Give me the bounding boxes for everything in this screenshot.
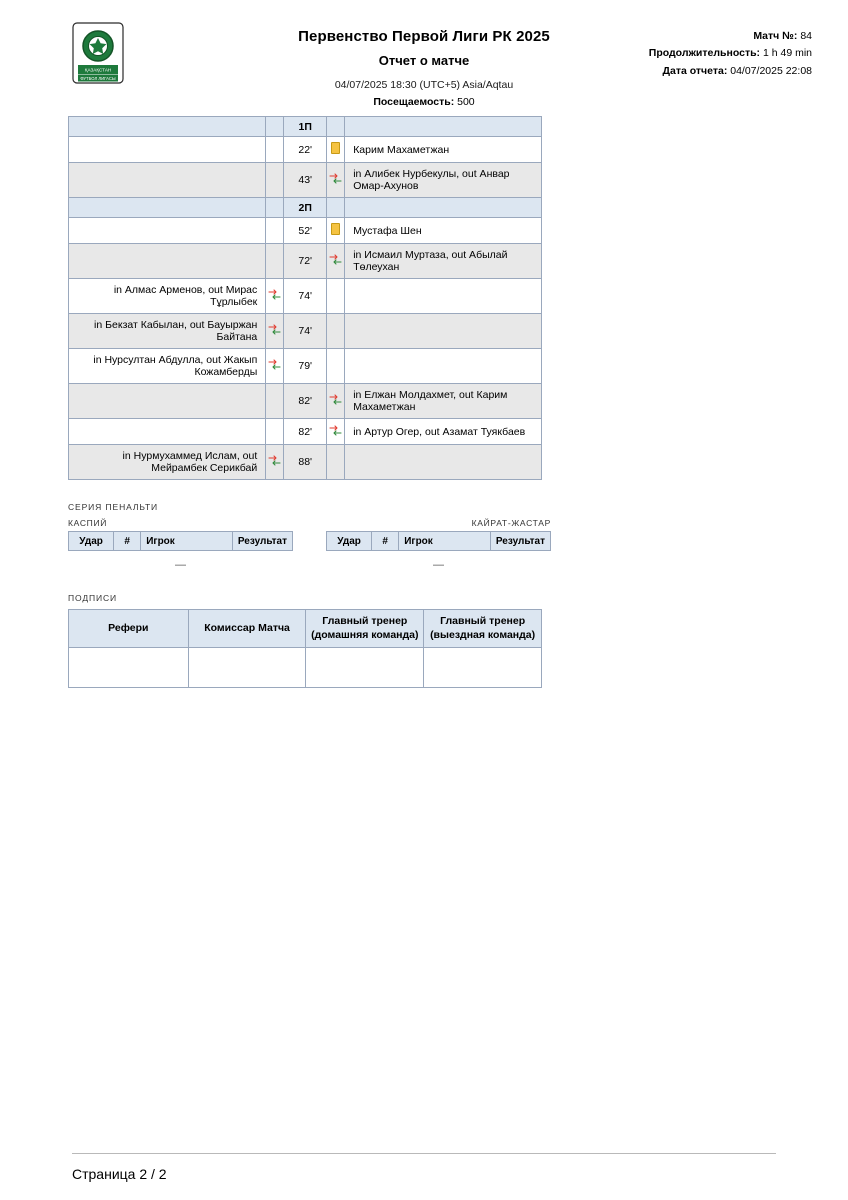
substitution-icon — [268, 454, 281, 467]
penalty-away-team-name: КАЙРАТ-ЖАСТАР — [471, 518, 551, 528]
away-coach-line1: Главный тренер — [440, 615, 526, 627]
signature-cell-home-coach[interactable] — [306, 648, 424, 688]
event-minute: 72' — [284, 244, 327, 279]
penalty-away-table — [326, 531, 551, 551]
penalty-section — [0, 502, 848, 571]
away-event-cell: Карим Махаметжан — [345, 137, 542, 163]
away-event-cell: in Артур Огер, out Азамат Туякбаев — [345, 419, 542, 445]
table-row — [69, 349, 542, 384]
report-date-label: Дата отчета: — [662, 64, 728, 77]
events-section — [0, 116, 848, 480]
home-event-cell: in Нурмухаммед Ислам, out Мейрамбек Серикбай — [69, 445, 266, 480]
kazakhstan-league-logo — [72, 22, 124, 84]
away-event-cell — [345, 314, 542, 349]
substitution-icon — [329, 253, 342, 266]
footer-divider — [72, 1153, 776, 1154]
home-event-cell: in Бекзат Кабылан, out Бауыржан Байтана — [69, 314, 266, 349]
penalty-col-result: Результат — [490, 532, 550, 551]
away-event-cell: Мустафа Шен — [345, 218, 542, 244]
event-minute: 74' — [284, 279, 327, 314]
table-header-row — [69, 610, 542, 648]
home-event-cell — [69, 137, 266, 163]
yellow-card-icon — [331, 142, 340, 154]
home-coach-line1: Главный тренер — [322, 615, 408, 627]
substitution-icon — [329, 172, 342, 185]
event-minute: 74' — [284, 314, 327, 349]
away-event-cell — [345, 349, 542, 384]
table-header-row — [69, 532, 293, 551]
signature-col-home-coach — [306, 610, 424, 648]
match-number-label: Матч №: — [753, 30, 798, 42]
penalty-col-result: Результат — [232, 532, 292, 551]
event-minute: 79' — [284, 349, 327, 384]
substitution-icon — [329, 424, 342, 437]
table-row — [69, 137, 542, 163]
table-row — [69, 384, 542, 419]
penalty-section-title: СЕРИЯ ПЕНАЛЬТИ — [68, 502, 159, 512]
page-title: Первенство Первой Лиги РК 2025 — [298, 28, 550, 45]
home-coach-line2: (домашняя команда) — [311, 628, 419, 641]
substitution-icon — [268, 358, 281, 371]
penalty-col-player: Игрок — [141, 532, 233, 551]
penalty-col-shot: Удар — [327, 532, 372, 551]
duration-line — [649, 45, 812, 62]
home-event-cell: in Нурсултан Абдулла, out Жакып Кожамберды — [69, 349, 266, 384]
signature-col-referee: Рефери — [69, 610, 189, 648]
home-event-cell — [69, 244, 266, 279]
penalty-home-block — [68, 518, 293, 571]
penalty-home-team-name: КАСПИЙ — [68, 518, 108, 528]
away-event-cell — [345, 279, 542, 314]
event-minute: 52' — [284, 218, 327, 244]
event-minute: 88' — [284, 445, 327, 480]
attendance-value: 500 — [457, 96, 475, 108]
away-event-cell: in Алибек Нурбекулы, out Анвар Омар-Ахунов — [345, 163, 542, 198]
period-label: 2П — [284, 198, 327, 218]
table-row — [69, 218, 542, 244]
table-row — [69, 244, 542, 279]
home-event-cell — [69, 163, 266, 198]
home-event-cell — [69, 419, 266, 445]
duration-label: Продолжительность: — [648, 47, 761, 60]
signature-cell-referee[interactable] — [69, 648, 189, 688]
penalty-away-empty: — — [433, 559, 444, 571]
signature-cell-commissioner[interactable] — [188, 648, 306, 688]
table-header-row — [327, 532, 551, 551]
away-coach-line2: (выездная команда) — [430, 628, 536, 641]
match-number-line — [649, 28, 812, 45]
signatures-section-title: ПОДПИСИ — [68, 593, 118, 603]
signatures-table — [68, 609, 542, 688]
table-row — [69, 163, 542, 198]
period-row-second — [69, 198, 542, 218]
substitution-icon — [268, 323, 281, 336]
table-row — [69, 314, 542, 349]
event-minute: 43' — [284, 163, 327, 198]
table-row — [69, 419, 542, 445]
substitution-icon — [268, 288, 281, 301]
attendance-label: Посещаемость: — [373, 96, 455, 108]
event-minute: 22' — [284, 137, 327, 163]
match-events-table — [68, 116, 542, 480]
event-minute: 82' — [284, 384, 327, 419]
home-event-cell — [69, 218, 266, 244]
report-header — [0, 0, 848, 108]
attendance-line — [36, 96, 812, 108]
signature-col-commissioner: Комиссар Матча — [188, 610, 306, 648]
page-footer — [0, 1153, 848, 1182]
penalty-col-player: Игрок — [399, 532, 491, 551]
duration-value: 1 h 49 min — [762, 47, 812, 60]
penalty-col-number: # — [114, 532, 141, 551]
match-datetime: 04/07/2025 18:30 (UTC+5) Asia/Aqtau — [334, 79, 514, 91]
penalty-col-number: # — [372, 532, 399, 551]
penalty-tables-row — [68, 518, 812, 571]
penalty-home-empty: — — [175, 559, 186, 571]
period-label: 1П — [284, 117, 327, 137]
signature-entry-row — [69, 648, 542, 688]
header-meta-block — [649, 28, 812, 80]
signature-col-away-coach — [424, 610, 542, 648]
match-number-value: 84 — [800, 30, 812, 42]
report-date-line — [649, 63, 812, 80]
penalty-away-block — [326, 518, 551, 571]
signature-cell-away-coach[interactable] — [424, 648, 542, 688]
report-date-value: 04/07/2025 22:08 — [730, 64, 812, 77]
away-event-cell: in Елжан Молдахмет, out Карим Махаметжан — [345, 384, 542, 419]
svg-text:ҚАЗАҚСТАН: ҚАЗАҚСТАН — [84, 67, 112, 73]
svg-text:ФУТБОЛ ЛИГАСЫ: ФУТБОЛ ЛИГАСЫ — [80, 75, 116, 81]
table-row — [69, 445, 542, 480]
home-event-cell: in Алмас Арменов, out Мирас Тұрлыбек — [69, 279, 266, 314]
substitution-icon — [329, 393, 342, 406]
page-number: Страница 2 / 2 — [72, 1166, 167, 1182]
table-row — [69, 279, 542, 314]
penalty-home-table — [68, 531, 293, 551]
home-event-cell — [69, 384, 266, 419]
signatures-section — [0, 593, 848, 688]
yellow-card-icon — [331, 223, 340, 235]
event-minute: 82' — [284, 419, 327, 445]
away-event-cell: in Исмаил Муртаза, out Абылай Төлеухан — [345, 244, 542, 279]
period-row-first — [69, 117, 542, 137]
away-event-cell — [345, 445, 542, 480]
penalty-col-shot: Удар — [69, 532, 114, 551]
document-subtitle: Отчет о матче — [378, 53, 470, 68]
